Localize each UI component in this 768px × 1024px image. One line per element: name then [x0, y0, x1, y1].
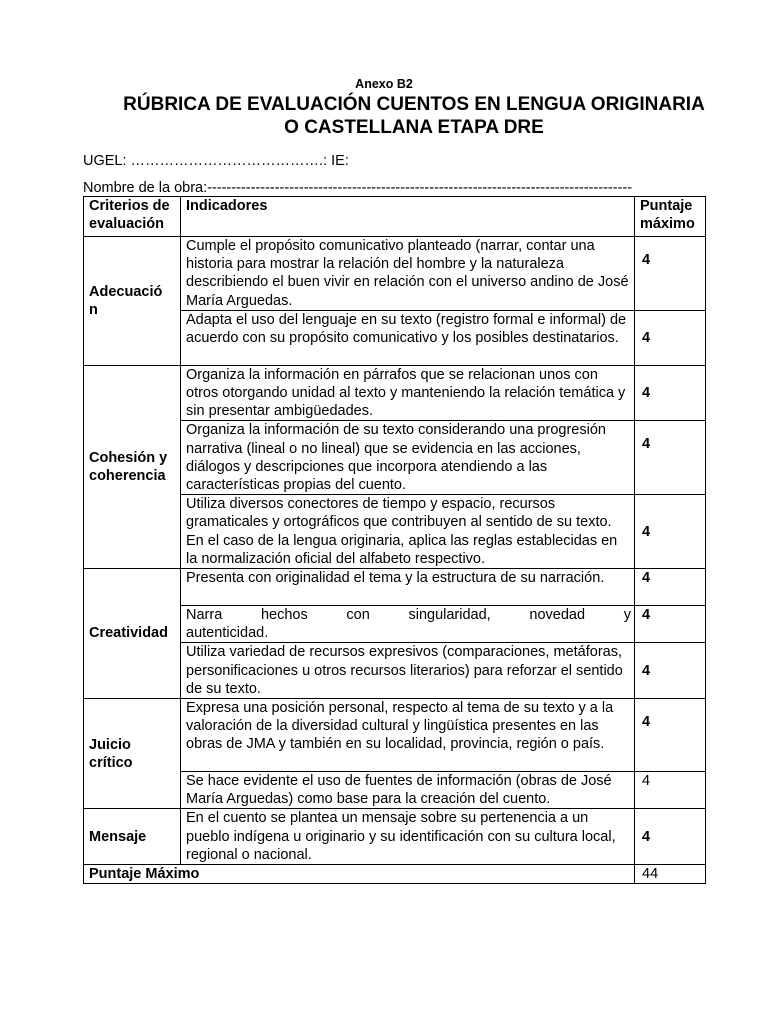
score-cell: 4	[635, 643, 706, 699]
score-value: 4	[642, 436, 651, 453]
indicator-cell: Utiliza variedad de recursos expresivos (comparaciones, metáforas, personificaciones u otros recursos literarios) para reforzar el sentido de su texto.	[181, 643, 635, 699]
table-row	[84, 365, 706, 421]
score-cell: 4	[635, 495, 706, 569]
table-row	[84, 809, 706, 865]
score-value: 4	[642, 714, 651, 731]
criterion-adecuacion	[84, 237, 181, 366]
table-row	[84, 569, 706, 606]
score-cell	[635, 421, 706, 495]
title-line-2: O CASTELLANA ETAPA DRE	[284, 117, 544, 138]
score-cell	[635, 237, 706, 311]
indicator-cell: Expresa una posición personal, respecto al tema de su texto y a la valoración de la diversidad cultural y lingüística presentes en las obras de JMA y también en su localidad, provincia, región o país.	[181, 699, 635, 772]
annex-label: Anexo B2	[355, 77, 413, 91]
indicator-cell	[181, 606, 635, 643]
indicator-cell: Cumple el propósito comunicativo planteado (narrar, contar una historia para mostrar la relación del hombre y la naturaleza describiendo el buen vivir en relación con el universo andino de José María Arguedas.	[181, 237, 635, 311]
ugel-ie-line: UGEL: ………………………………….: IE:	[83, 153, 349, 169]
indicator-cell: Utiliza diversos conectores de tiempo y espacio, recursos gramaticales y ortográficos que contribuyen al sentido de su texto. En el caso de la lengua originaria, aplica las reglas establecidas en la normalización oficial del alfabeto respectivo.	[181, 495, 635, 569]
obra-name-line: Nombre de la obra:----------------------------------------------------------------------------------------	[83, 180, 633, 196]
document-title	[60, 93, 768, 139]
score-cell: 4	[635, 809, 706, 865]
indicator-cell: Organiza la información de su texto considerando una progresión narrativa (lineal o no lineal) que se evidencia en las acciones, diálogos y descripciones que incorpora atendiendo a las características propias del cuento.	[181, 421, 635, 495]
indicator-cell: Organiza la información en párrafos que se relacionan unos con otros otorgando unidad al texto y manteniendo la relación temática y sin presentar ambigüedades.	[181, 365, 635, 421]
total-label: Puntaje Máximo	[84, 865, 635, 884]
criterion-mensaje: Mensaje	[84, 809, 181, 865]
criterion-juicio	[84, 699, 181, 809]
indicator-cell: Se hace evidente el uso de fuentes de información (obras de José María Arguedas) como base para la creación del cuento.	[181, 772, 635, 809]
score-cell	[635, 699, 706, 772]
criterion-cohesion-line-2: coherencia	[89, 467, 166, 484]
table-row	[84, 699, 706, 772]
criterion-cohesion	[84, 365, 181, 568]
total-score: 44	[635, 865, 706, 884]
score-cell: 4	[635, 569, 706, 606]
table-row	[84, 237, 706, 311]
rubric-table	[83, 196, 706, 884]
indicator-cell: Presenta con originalidad el tema y la estructura de su narración.	[181, 569, 635, 606]
score-cell: 4	[635, 310, 706, 365]
header-indicadores: Indicadores	[181, 197, 635, 237]
score-value: 4	[642, 252, 651, 268]
criterion-cohesion-line-1: Cohesión y	[89, 449, 168, 466]
criterion-creatividad: Creatividad	[84, 569, 181, 699]
indicator-line-2: autenticidad.	[186, 625, 269, 642]
criterion-juicio-line-2: crítico	[89, 754, 133, 771]
header-puntaje	[635, 197, 706, 237]
indicator-line-1: Narra hechos con singularidad, novedad y	[186, 607, 631, 624]
table-header-row	[84, 197, 706, 237]
header-criterios	[84, 197, 181, 237]
header-puntaje-line-2: máximo	[640, 216, 695, 233]
score-cell: 4	[635, 606, 706, 643]
criterion-adecuacion-line-2: n	[89, 301, 98, 318]
header-criterios-line-2: evaluación	[89, 216, 164, 233]
score-cell: 4	[635, 365, 706, 421]
header-puntaje-line-1: Puntaje	[640, 198, 693, 214]
title-line-1: RÚBRICA DE EVALUACIÓN CUENTOS EN LENGUA ORIGINARIA	[123, 94, 705, 115]
total-row	[84, 865, 706, 884]
criterion-adecuacion-line-1: Adecuació	[89, 283, 163, 300]
indicator-cell: En el cuento se plantea un mensaje sobre su pertenencia a un pueblo indígena u originario y su identificación con su cultura local, regional o nacional.	[181, 809, 635, 865]
indicator-cell: Adapta el uso del lenguaje en su texto (registro formal e informal) de acuerdo con su propósito comunicativo y los posibles destinatarios.	[181, 310, 635, 365]
header-criterios-line-1: Criterios de	[89, 198, 170, 214]
score-cell: 4	[635, 772, 706, 809]
criterion-juicio-line-1: Juicio	[89, 736, 131, 753]
